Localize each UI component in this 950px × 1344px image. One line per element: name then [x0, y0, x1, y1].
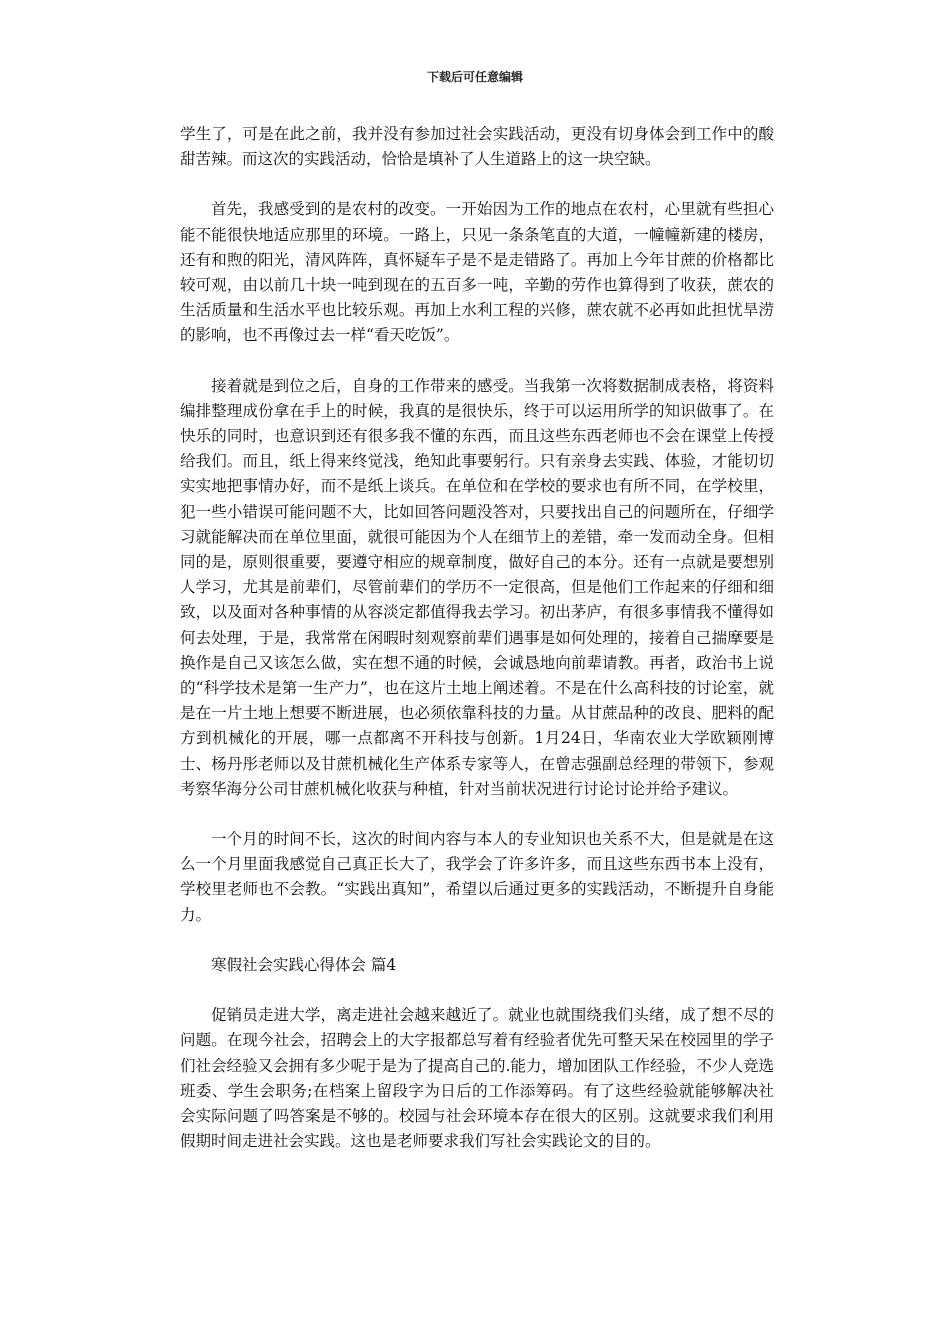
section-title: 寒假社会实践心得体会 篇4	[211, 955, 397, 974]
paragraph-continued: 学生了，可是在此之前，我并没有参加过社会实践活动，更没有切身体会到工作中的酸甜苦辣。而这次的实践活动，恰恰是填补了人生道路上的这一块空缺。	[180, 125, 774, 169]
paragraph-month-summary: 一个月的时间不长，这次的时间内容与本人的专业知识也关系不大，但是就是在这么一个月里面我感觉自己真正长大了，我学会了许多许多，而且这些东西书本上没有，学校里老师也不会教。“实践出真知”，希望以后通过更多的实践活动，不断提升自身能力。	[180, 830, 774, 924]
paragraph-village-change: 首先，我感受到的是农村的改变。一开始因为工作的地点在农村，心里就有些担心能不能很快地适应那里的环境。一路上，只见一条条笔直的大道，一幢幢新建的楼房，还有和煦的阳光，清风阵阵，真怀疑车子是不是走错路了。再加上今年甘蔗的价格都比较可观，由以前几十块一吨到现在的五百多一吨，辛勤的劳作也算得到了收获，蔗农的生活质量和生活水平也比较乐观。再加上水利工程的兴修，蔗农就不必再如此担忧旱涝的影响，也不再像过去一样“看天吃饭”。	[180, 200, 774, 345]
document-body	[180, 122, 774, 1179]
paragraph-final: 促销员走进大学，离走进社会越来越近了。就业也就围绕我们头绪，成了想不尽的问题。在现今社会，招聘会上的大字报都总写着有经验者优先可整天呆在校园里的学子们社会经验又会拥有多少呢于是为了提高自己的.能力，增加团队工作经验，不少人竞选班委、学生会职务;在档案上留段字为日后的工作添筹码。有了这些经验就能够解决社会实际问题了吗答案是不够的。校园与社会环境本存在很大的区别。这就要求我们利用假期时间走进社会实践。这也是老师要求我们写社会实践论文的目的。	[180, 1006, 774, 1151]
paragraph-work-experience: 接着就是到位之后，自身的工作带来的感受。当我第一次将数据制成表格，将资料编排整理成份拿在手上的时候，我真的是很快乐，终于可以运用所学的知识做事了。在快乐的同时，也意识到还有很多我不懂的东西，而且这些东西老师也不会在课堂上传授给我们。而且，纸上得来终觉浅，绝知此事要躬行。只有亲身去实践、体验，才能切切实实地把事情办好，而不是纸上谈兵。在单位和在学校的要求也有所不同，在学校里，犯一些小错误可能问题不大，比如回答问题没答对，只要找出自己的问题所在，仔细学习就能解决而在单位里面，就很可能因为个人在细节上的差错，牵一发而动全身。但相同的是，原则很重要，要遵守相应的规章制度，做好自己的本分。还有一点就是要想别人学习，尤其是前辈们，尽管前辈们的学历不一定很高，但是他们工作起来的仔细和细致，以及面对各种事情的从容淡定都值得我去学习。初出茅庐，有很多事情我不懂得如何去处理，于是，我常常在闲暇时刻观察前辈们遇事是如何处理的，接着自己揣摩要是换作是自己又该怎么做，实在想不通的时候，会诚恳地向前辈请教。再者，政治书上说的“科学技术是第一生产力”，也在这片土地上阐述着。不是在什么高科技的讨论室，就是在一片土地上想要不断进展，也必须依靠科技的力量。从甘蔗品种的改良、肥料的配方到机械化的开展，哪一点都离不开科技与创新。1月24日，华南农业大学欧颖刚博士、杨丹彤老师以及甘蔗机械化生产体系专家等人，在曾志强副总经理的带领下，参观考察华海分公司甘蔗机械化收获与种植，针对当前状况进行讨论讨论并给予建议。	[180, 376, 774, 798]
page-header: 下载后可任意编辑	[426, 70, 523, 84]
